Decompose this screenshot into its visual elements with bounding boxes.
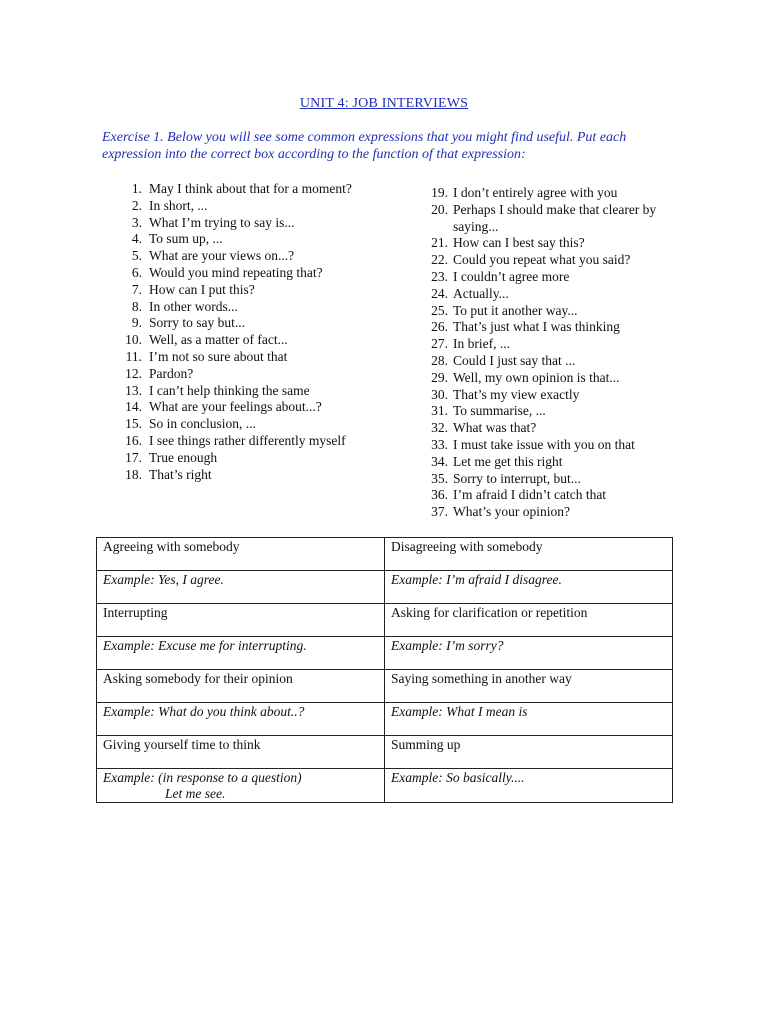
list-item <box>414 487 684 504</box>
list-item <box>120 467 380 484</box>
item-text: How can I best say this? <box>453 235 585 251</box>
item-text: I don’t entirely agree with you <box>453 185 618 200</box>
item-number: 35. <box>431 470 448 486</box>
item-text: That’s right <box>149 466 212 482</box>
list-item <box>120 265 380 282</box>
item-text: I see things rather differently myself <box>149 432 346 448</box>
list-item <box>120 231 380 248</box>
list-item <box>120 282 380 299</box>
item-number: 19. <box>431 185 448 200</box>
item-number: 10. <box>125 332 142 348</box>
item-text: To put it another way... <box>453 302 578 318</box>
example-text: Example: (in response to a question) <box>103 770 302 785</box>
table-row <box>97 604 673 637</box>
category-heading-another-way: Saying something in another way <box>385 670 673 703</box>
list-item <box>414 353 684 370</box>
list-item <box>414 252 684 269</box>
example-cell: Example: I’m afraid I disagree. <box>385 571 673 604</box>
list-item <box>120 383 380 400</box>
item-number: 1. <box>131 181 142 196</box>
category-heading-clarification: Asking for clarification or repetition <box>385 604 673 637</box>
item-text: Well, as a matter of fact... <box>149 332 288 348</box>
item-number: 33. <box>431 436 448 452</box>
example-text-continued: Let me see. <box>165 786 226 801</box>
item-number: 14. <box>125 399 142 415</box>
item-number: 16. <box>125 432 142 448</box>
item-number: 20. <box>431 201 448 217</box>
item-number: 7. <box>131 281 142 297</box>
item-text: Well, my own opinion is that... <box>453 369 620 385</box>
item-text: I can’t help thinking the same <box>149 382 310 398</box>
item-text: I must take issue with you on that <box>453 436 635 452</box>
list-item <box>120 315 380 332</box>
list-item <box>414 504 684 521</box>
list-item <box>414 471 684 488</box>
list-item <box>120 198 380 215</box>
list-item <box>414 185 684 202</box>
category-heading-time-to-think: Giving yourself time to think <box>97 736 385 769</box>
table-row <box>97 769 673 803</box>
example-cell: Example: I’m sorry? <box>385 637 673 670</box>
list-item <box>414 202 684 236</box>
item-text: Let me get this right <box>453 453 563 469</box>
item-text: What are your feelings about...? <box>149 399 322 415</box>
item-text: I couldn’t agree more <box>453 268 570 284</box>
category-heading-agreeing: Agreeing with somebody <box>97 538 385 571</box>
list-item <box>414 387 684 404</box>
item-number: 27. <box>431 336 448 352</box>
item-text: May I think about that for a moment? <box>149 181 352 196</box>
function-table <box>96 537 673 803</box>
list-item <box>120 366 380 383</box>
item-number: 36. <box>431 487 448 503</box>
list-item <box>414 437 684 454</box>
item-number: 5. <box>131 248 142 264</box>
item-text: That’s my view exactly <box>453 386 580 402</box>
item-text: Sorry to say but... <box>149 315 245 331</box>
list-item <box>120 349 380 366</box>
item-number: 4. <box>131 231 142 247</box>
expression-list-right <box>414 185 684 521</box>
item-text: Pardon? <box>149 365 194 381</box>
category-heading-asking-opinion: Asking somebody for their opinion <box>97 670 385 703</box>
list-item <box>414 303 684 320</box>
example-cell: Example: Yes, I agree. <box>97 571 385 604</box>
item-text: In short, ... <box>149 197 208 213</box>
list-item <box>120 299 380 316</box>
item-number: 3. <box>131 214 142 230</box>
exercise-instructions: Exercise 1. Below you will see some common expressions that you might find useful. Put each expression into the correct box according to the function of that expression: <box>102 130 627 162</box>
example-cell: Example: Excuse me for interrupting. <box>97 637 385 670</box>
item-text: True enough <box>149 449 218 465</box>
example-cell: Example: What I mean is <box>385 703 673 736</box>
item-number: 6. <box>131 264 142 280</box>
item-text: What are your views on...? <box>149 248 295 264</box>
item-text: Could you repeat what you said? <box>453 252 631 268</box>
list-item <box>414 286 684 303</box>
table-row <box>97 571 673 604</box>
category-heading-summing-up: Summing up <box>385 736 673 769</box>
item-text: In other words... <box>149 298 238 314</box>
item-number: 31. <box>431 403 448 419</box>
item-number: 34. <box>431 453 448 469</box>
category-heading-interrupting: Interrupting <box>97 604 385 637</box>
example-cell: Example: So basically.... <box>385 769 673 803</box>
table-row <box>97 670 673 703</box>
list-item <box>414 370 684 387</box>
table-row <box>97 637 673 670</box>
example-cell <box>97 769 385 803</box>
list-item <box>120 399 380 416</box>
list-item <box>120 433 380 450</box>
item-text: Would you mind repeating that? <box>149 264 323 280</box>
item-text: To sum up, ... <box>149 231 223 247</box>
item-number: 11. <box>125 348 142 364</box>
table-row <box>97 538 673 571</box>
item-number: 30. <box>431 386 448 402</box>
item-number: 13. <box>125 382 142 398</box>
example-cell: Example: What do you think about..? <box>97 703 385 736</box>
list-item <box>414 454 684 471</box>
item-text: In brief, ... <box>453 336 510 352</box>
item-text: So in conclusion, ... <box>149 416 256 432</box>
list-item <box>120 450 380 467</box>
list-item <box>414 403 684 420</box>
list-item <box>414 336 684 353</box>
list-item <box>120 215 380 232</box>
item-text: Could I just say that ... <box>453 352 576 368</box>
item-text: Perhaps I should make that clearer by saying... <box>453 201 657 234</box>
table-row <box>97 736 673 769</box>
item-number: 2. <box>131 197 142 213</box>
item-text: I’m afraid I didn’t catch that <box>453 487 607 503</box>
list-item <box>414 269 684 286</box>
item-number: 9. <box>131 315 142 331</box>
item-number: 8. <box>131 298 142 314</box>
list-item <box>120 416 380 433</box>
list-item <box>120 332 380 349</box>
item-number: 18. <box>125 466 142 482</box>
item-text: Actually... <box>453 285 509 301</box>
item-number: 29. <box>431 369 448 385</box>
expression-list-left <box>120 181 380 483</box>
list-item <box>120 181 380 198</box>
item-number: 22. <box>431 252 448 268</box>
item-text: That’s just what I was thinking <box>453 319 620 335</box>
item-text: What I’m trying to say is... <box>149 214 295 230</box>
list-item <box>120 248 380 265</box>
item-number: 24. <box>431 285 448 301</box>
page-title: UNIT 4: JOB INTERVIEWS <box>299 96 469 111</box>
list-item <box>414 235 684 252</box>
item-number: 26. <box>431 319 448 335</box>
item-number: 23. <box>431 268 448 284</box>
item-text: How can I put this? <box>149 281 255 297</box>
item-number: 21. <box>431 235 448 251</box>
item-text: I’m not so sure about that <box>149 348 288 364</box>
item-number: 37. <box>431 504 448 520</box>
item-number: 15. <box>125 416 142 432</box>
item-text: To summarise, ... <box>453 403 546 419</box>
list-item <box>414 420 684 437</box>
item-text: Sorry to interrupt, but... <box>453 470 581 486</box>
category-heading-disagreeing: Disagreeing with somebody <box>385 538 673 571</box>
item-number: 32. <box>431 420 448 436</box>
item-number: 12. <box>125 365 142 381</box>
item-number: 17. <box>125 449 142 465</box>
item-number: 28. <box>431 352 448 368</box>
list-item <box>414 319 684 336</box>
item-text: What was that? <box>453 420 537 436</box>
item-number: 25. <box>431 302 448 318</box>
table-row <box>97 703 673 736</box>
item-text: What’s your opinion? <box>453 504 570 520</box>
